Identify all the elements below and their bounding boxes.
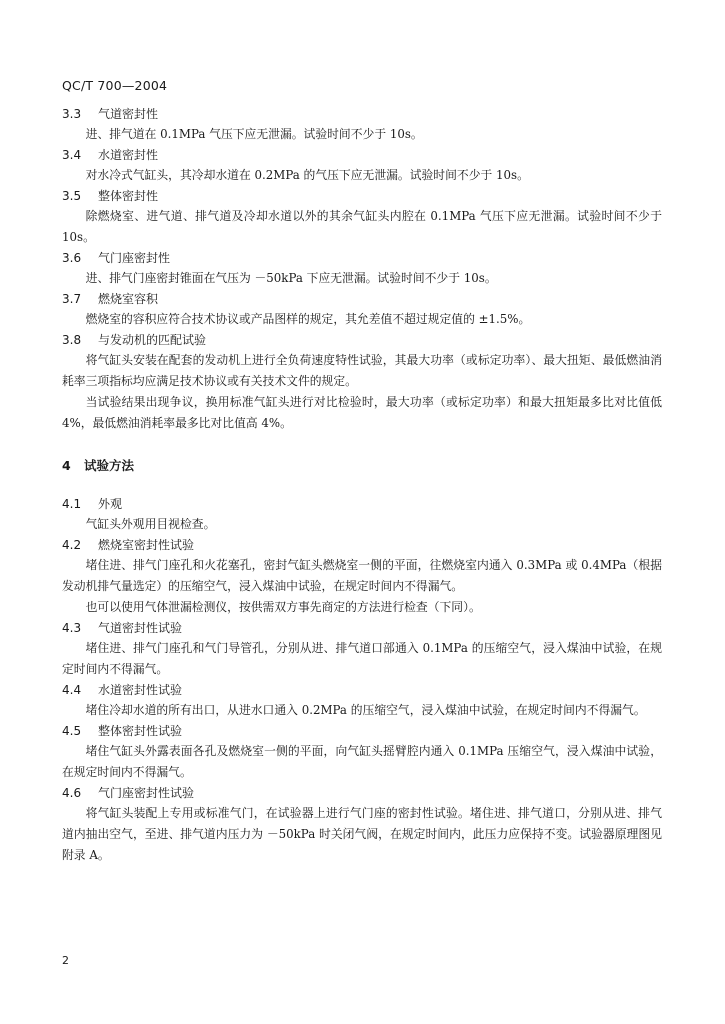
section-paragraph: 当试验结果出现争议，换用标准气缸头进行对比检验时，最大功率（或标定功率）和最大扭矩最多比对比值低 4%，最低燃油消耗率最多比对比值高 4%。 (62, 395, 662, 430)
section-title: 燃烧室密封性试验 (98, 538, 195, 552)
section-heading (62, 680, 662, 700)
section-heading (62, 104, 662, 124)
section-heading (62, 186, 662, 206)
section-paragraph: 气缸头外观用目视检查。 (85, 517, 216, 531)
section-paragraph: 进、排气门座密封锥面在气压为 －50kPa 下应无泄漏。试验时间不少于 10s。 (85, 271, 497, 285)
section-number: 4.5 (62, 724, 82, 738)
section-heading (62, 145, 662, 165)
chapter-4-heading (62, 456, 662, 476)
section-number: 4.2 (62, 538, 82, 552)
section-heading (62, 721, 662, 741)
section-title: 气门座密封性 (98, 251, 171, 265)
section-paragraph: 堵住进、排气门座孔和火花塞孔，密封气缸头燃烧室一侧的平面，往燃烧室内通入 0.3MPa 或 0.4MPa（根据发动机排气量选定）的压缩空气，浸入煤油中试验，在规定时间内不得漏气。 (62, 558, 662, 593)
chapter-title: 试验方法 (84, 458, 135, 473)
section-paragraph: 将气缸头装配上专用或标准气门，在试验器上进行气门座的密封性试验。堵住进、排气道口，分别从进、排气道内抽出空气，至进、排气道内压力为 －50kPa 时关闭气阀，在规定时间内，此压力应保持不变。试验器原理图见附录 A。 (62, 806, 662, 862)
section-number: 3.5 (62, 189, 82, 203)
section-number: 3.8 (62, 333, 82, 347)
section-number: 4.4 (62, 683, 82, 697)
section-number: 4.3 (62, 621, 82, 635)
section-number: 4.1 (62, 497, 82, 511)
section-title: 整体密封性试验 (98, 724, 183, 738)
section-title: 外观 (98, 497, 123, 511)
section-title: 与发动机的匹配试验 (98, 333, 207, 347)
section-heading (62, 535, 662, 555)
section-heading (62, 330, 662, 350)
section-title: 气门座密封性试验 (98, 786, 195, 800)
section-paragraph: 堵住气缸头外露表面各孔及燃烧室一侧的平面，向气缸头摇臂腔内通入 0.1MPa 压缩空气，浸入煤油中试验，在规定时间内不得漏气。 (62, 744, 662, 779)
section-title: 整体密封性 (98, 189, 159, 203)
section-heading (62, 494, 662, 514)
section-title: 水道密封性试验 (98, 683, 183, 697)
section-paragraph: 堵住冷却水道的所有出口，从进水口通入 0.2MPa 的压缩空气，浸入煤油中试验，在规定时间内不得漏气。 (85, 703, 646, 717)
page-number: 2 (62, 954, 69, 967)
section-paragraph: 也可以使用气体泄漏检测仪，按供需双方事先商定的方法进行检查（下同）。 (85, 600, 481, 614)
section-title: 气道密封性试验 (98, 621, 183, 635)
section-number: 3.6 (62, 251, 82, 265)
section-number: 4.6 (62, 786, 82, 800)
section-heading (62, 783, 662, 803)
section-title: 气道密封性 (98, 107, 159, 121)
standard-code: QC/T 700—2004 (62, 78, 168, 93)
section-paragraph: 将气缸头安装在配套的发动机上进行全负荷速度特性试验，其最大功率（或标定功率）、最大扭矩、最低燃油消耗率三项指标均应满足技术协议或有关技术文件的规定。 (62, 353, 662, 388)
document-body (62, 104, 662, 866)
section-paragraph: 堵住进、排气门座孔和气门导管孔，分别从进、排气道口部通入 0.1MPa 的压缩空气，浸入煤油中试验，在规定时间内不得漏气。 (62, 641, 662, 676)
section-title: 水道密封性 (98, 148, 159, 162)
chapter-number: 4 (62, 458, 71, 473)
section-heading (62, 289, 662, 309)
section-number: 3.7 (62, 292, 82, 306)
section-title: 燃烧室容积 (98, 292, 159, 306)
section-paragraph: 对水冷式气缸头，其冷却水道在 0.2MPa 的气压下应无泄漏。试验时间不少于 10s。 (85, 168, 529, 182)
chapter-3-sections (62, 104, 662, 434)
section-paragraph: 除燃烧室、进气道、排气道及冷却水道以外的其余气缸头内腔在 0.1MPa 气压下应无泄漏。试验时间不少于 10s。 (62, 209, 662, 244)
section-number: 3.3 (62, 107, 82, 121)
section-paragraph: 燃烧室的容积应符合技术协议或产品图样的规定，其允差值不超过规定值的 ±1.5%。 (85, 312, 531, 326)
chapter-4-sections (62, 494, 662, 866)
section-heading (62, 248, 662, 268)
section-number: 3.4 (62, 148, 82, 162)
section-heading (62, 618, 662, 638)
section-paragraph: 进、排气道在 0.1MPa 气压下应无泄漏。试验时间不少于 10s。 (85, 127, 423, 141)
